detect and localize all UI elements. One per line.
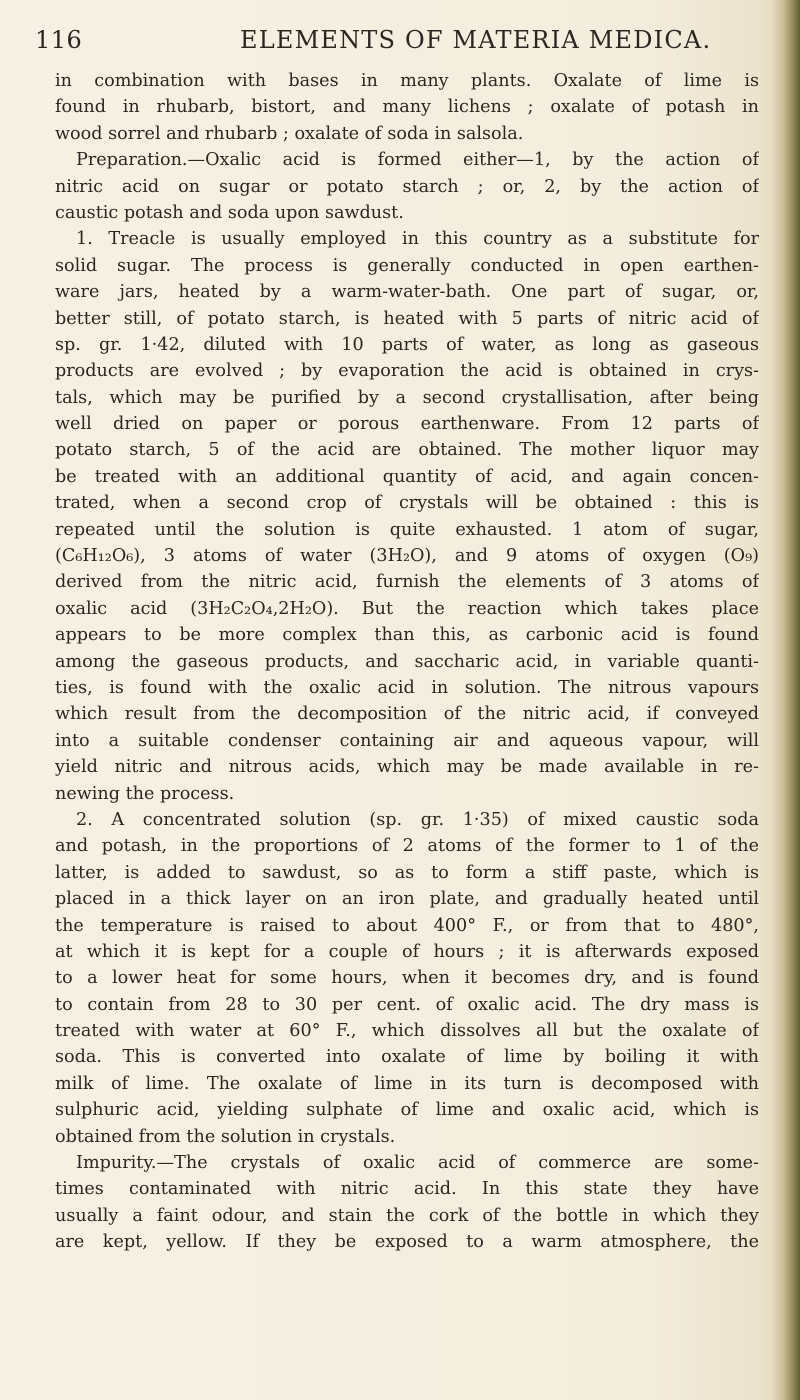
text-line: derived from the nitric acid, furnish the elements of 3 atoms of: [55, 572, 759, 593]
text-line: Preparation.—Oxalic acid is formed either—1, by the action of: [76, 150, 759, 171]
text-line: and potash, in the proportions of 2 atoms of the former to 1 of the: [55, 836, 759, 857]
text-line: appears to be more complex than this, as carbonic acid is found: [55, 625, 759, 646]
text-line: the temperature is raised to about 400° F., or from that to 480°,: [55, 915, 759, 936]
text-line: times contaminated with nitric acid. In this state they have: [55, 1179, 759, 1200]
text-line: in combination with bases in many plants. Oxalate of lime is: [55, 71, 759, 91]
text-line: which result from the decomposition of the nitric acid, if conveyed: [55, 704, 759, 725]
text-line: newing the process.: [55, 783, 235, 804]
running-title: ELEMENTS OF MATERIA MEDICA.: [240, 26, 712, 54]
text-line: wood sorrel and rhubarb ; oxalate of soda in salsola.: [55, 123, 524, 144]
text-line: to a lower heat for some hours, when it becomes dry, and is found: [55, 968, 759, 989]
text-line: to contain from 28 to 30 per cent. of oxalic acid. The dry mass is: [55, 994, 759, 1015]
text-line: into a suitable condenser containing air and aqueous vapour, will: [55, 730, 759, 751]
text-line: trated, when a second crop of crystals will be obtained : this is: [55, 493, 759, 514]
text-line: 1. Treacle is usually employed in this country as a substitute for: [76, 229, 759, 250]
text-line: be treated with an additional quantity of acid, and again concen-: [55, 466, 759, 487]
text-line: obtained from the solution in crystals.: [55, 1126, 396, 1147]
text-line: found in rhubarb, bistort, and many lichens ; oxalate of potash in: [55, 97, 759, 118]
text-line: among the gaseous products, and saccharic acid, in variable quanti-: [55, 651, 759, 672]
text-line: are kept, yellow. If they be exposed to a warm atmosphere, the: [55, 1232, 759, 1253]
text-line: milk of lime. The oxalate of lime in its turn is decomposed with: [55, 1073, 759, 1094]
text-line: better still, of potato starch, is heated with 5 parts of nitric acid of: [55, 308, 759, 329]
body-text: [55, 68, 759, 1256]
text-line: yield nitric and nitrous acids, which may be made available in re-: [55, 757, 759, 778]
page-header: [35, 26, 760, 58]
text-line: solid sugar. The process is generally conducted in open earthen-: [55, 255, 759, 276]
text-line: potato starch, 5 of the acid are obtained. The mother liquor may: [55, 440, 759, 461]
text-line: well dried on paper or porous earthenware. From 12 parts of: [55, 414, 759, 435]
text-line: soda. This is converted into oxalate of lime by boiling it with: [55, 1047, 759, 1068]
text-line: products are evolved ; by evaporation the acid is obtained in crys-: [55, 361, 759, 382]
text-line: tals, which may be purified by a second crystallisation, after being: [55, 387, 759, 408]
text-line: ware jars, heated by a warm-water-bath. One part of sugar, or,: [55, 282, 759, 303]
text-line: sp. gr. 1·42, diluted with 10 parts of water, as long as gaseous: [55, 334, 759, 355]
text-line: sulphuric acid, yielding sulphate of lime and oxalic acid, which is: [55, 1100, 759, 1121]
text-line: Impurity.—The crystals of oxalic acid of commerce are some-: [76, 1153, 759, 1174]
text-line: placed in a thick layer on an iron plate, and gradually heated until: [55, 889, 759, 910]
text-line: ties, is found with the oxalic acid in solution. The nitrous vapours: [55, 677, 759, 698]
page-edge-shadow: [772, 0, 800, 1400]
text-line: at which it is kept for a couple of hours ; it is afterwards exposed: [55, 941, 759, 962]
text-line: caustic potash and soda upon sawdust.: [55, 202, 404, 223]
text-line: repeated until the solution is quite exhausted. 1 atom of sugar,: [55, 519, 759, 540]
text-line: usually a faint odour, and stain the cork of the bottle in which they: [55, 1205, 759, 1226]
text-line: (C₆H₁₂O₆), 3 atoms of water (3H₂O), and 9 atoms of oxygen (O₉): [55, 546, 759, 567]
text-line: latter, is added to sawdust, so as to form a stiff paste, which is: [55, 862, 759, 883]
page-number: 116: [35, 26, 83, 54]
text-line: 2. A concentrated solution (sp. gr. 1·35) of mixed caustic soda: [76, 809, 759, 830]
text-line: nitric acid on sugar or potato starch ; or, 2, by the action of: [55, 176, 759, 197]
text-line: treated with water at 60° F., which dissolves all but the oxalate of: [55, 1021, 759, 1042]
text-line: oxalic acid (3H₂C₂O₄,2H₂O). But the reaction which takes place: [55, 598, 759, 619]
